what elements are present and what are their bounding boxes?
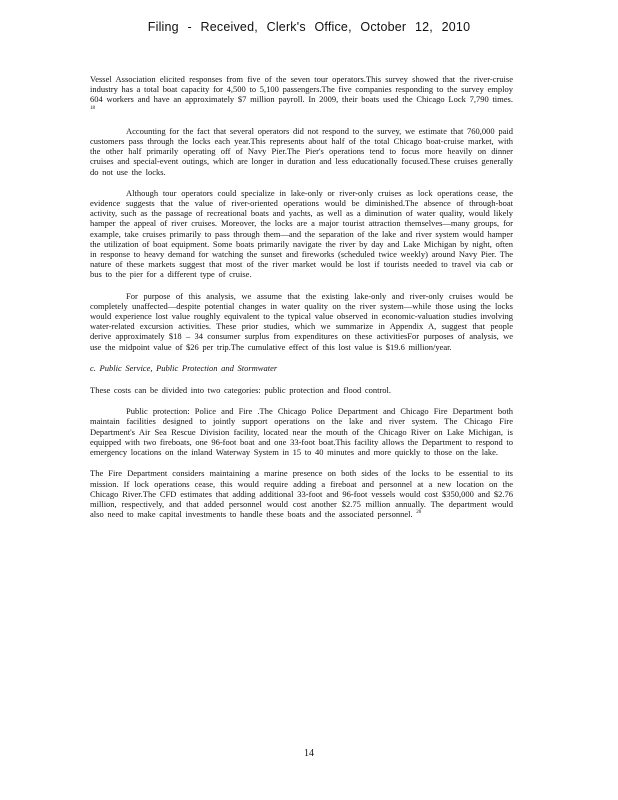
section-heading: c. Public Service, Public Protection and Stormwater — [90, 362, 278, 373]
paragraph-text: The Fire Department considers maintaining a marine presence on both sides of the locks to be essential to its mission. If lock operations cease, this would require adding a fireboat and personnel at a new location on the Chicago River.The CFD estimates that adding additional 33-foot and 96-foot vessels would cost $350,000 and $2.76 million, respectively, and that added personnel would cost another $2.75 million annually. The department would also need to make capital investments to handle these boats and the associated personnel. — [90, 468, 513, 520]
paragraph-tour-operators: Although tour operators could specialize in lake-only or river-only cruises as lock operations cease, the evidence suggests that the value of river-oriented operations would be diminished.The absence of through-boat activity, such as the passage of recreational boats and yachts, as well as a diminution of water quality, would likely hamper the appeal of river cruises. Moreover, the locks are a major tourist attraction themselves—many groups, for example, take cruises primarily to pass through them—and the separation of the lake and river system would hamper the utilization of boat equipment. Some boats primarily navigate the river by day and Lake Michigan by night, often in response to heavy demand for watching the sunset and fireworks (scheduled twice weekly) around Navy Pier. The nature of these markets suggest that most of the river market would be lost if tourists needed to travel via cab or bus to the pier for a different type of cruise. — [90, 187, 513, 280]
filing-stamp-header: Filing - Received, Clerk's Office, October 12, 2010 — [147, 20, 471, 34]
footnote-marker: 20 — [416, 510, 422, 516]
paragraph-accounting: Accounting for the fact that several operators did not respond to the survey, we estimate that 760,000 paid customers pass through the locks each year.This represents about half of the total Chicago boat-cruise market, with the other half primarily operating off of Navy Pier.The Pier's operations tend to focus more heavily on dinner cruises and special-event outings, which are longer in duration and less educationally focused.These cruises generally do not use the locks. — [90, 125, 513, 177]
paragraph-vessel-association — [90, 74, 513, 115]
paragraph-fire-department — [90, 468, 513, 519]
footnote-marker: 18 — [90, 105, 95, 111]
page-number: 14 — [304, 748, 314, 759]
paragraph-analysis-assumption: For purpose of this analysis, we assume that the existing lake-only and river-only cruises would be completely unaffected—despite potential changes in water quality on the river system—while those using the locks would experience lost value roughly equivalent to the typical value observed in economic-valuation studies involving water-related excursion activities. These prior studies, which we summarize in Appendix A, suggest that people derive approximately $18 – 34 consumer surplus from expenditures on these activitiesFor purposes of analysis, we use the midpoint value of $26 per trip.The cumulative effect of this lost value is $19.6 million/year. — [90, 290, 513, 352]
paragraph-text: Vessel Association elicited responses from five of the seven tour operators.This survey showed that the river-cruise industry has a total boat capacity for 4,500 to 5,100 passengers.The five companies responding to the survey employ 604 workers and have an approximately $7 million payroll. In 2009, their boats used the Chicago Lock 7,790 times. — [90, 74, 513, 105]
paragraph-public-protection: Public protection: Police and Fire .The Chicago Police Department and Chicago Fire Department both maintain facilities designed to jointly support operations on the lake and river system. The Chicago Fire Department's Air Sea Rescue Division facility, located near the mouth of the Chicago River on Lake Michigan, is equipped with two fireboats, one 96-foot boat and one 33-foot boat.This facility allows the Department to respond to emergency locations on the inland Waterway System in 15 to 40 minutes and more quickly to those on the lake. — [90, 406, 513, 458]
document-body — [90, 74, 513, 530]
paragraph-cost-categories: These costs can be divided into two categories: public protection and flood control. — [90, 385, 392, 396]
